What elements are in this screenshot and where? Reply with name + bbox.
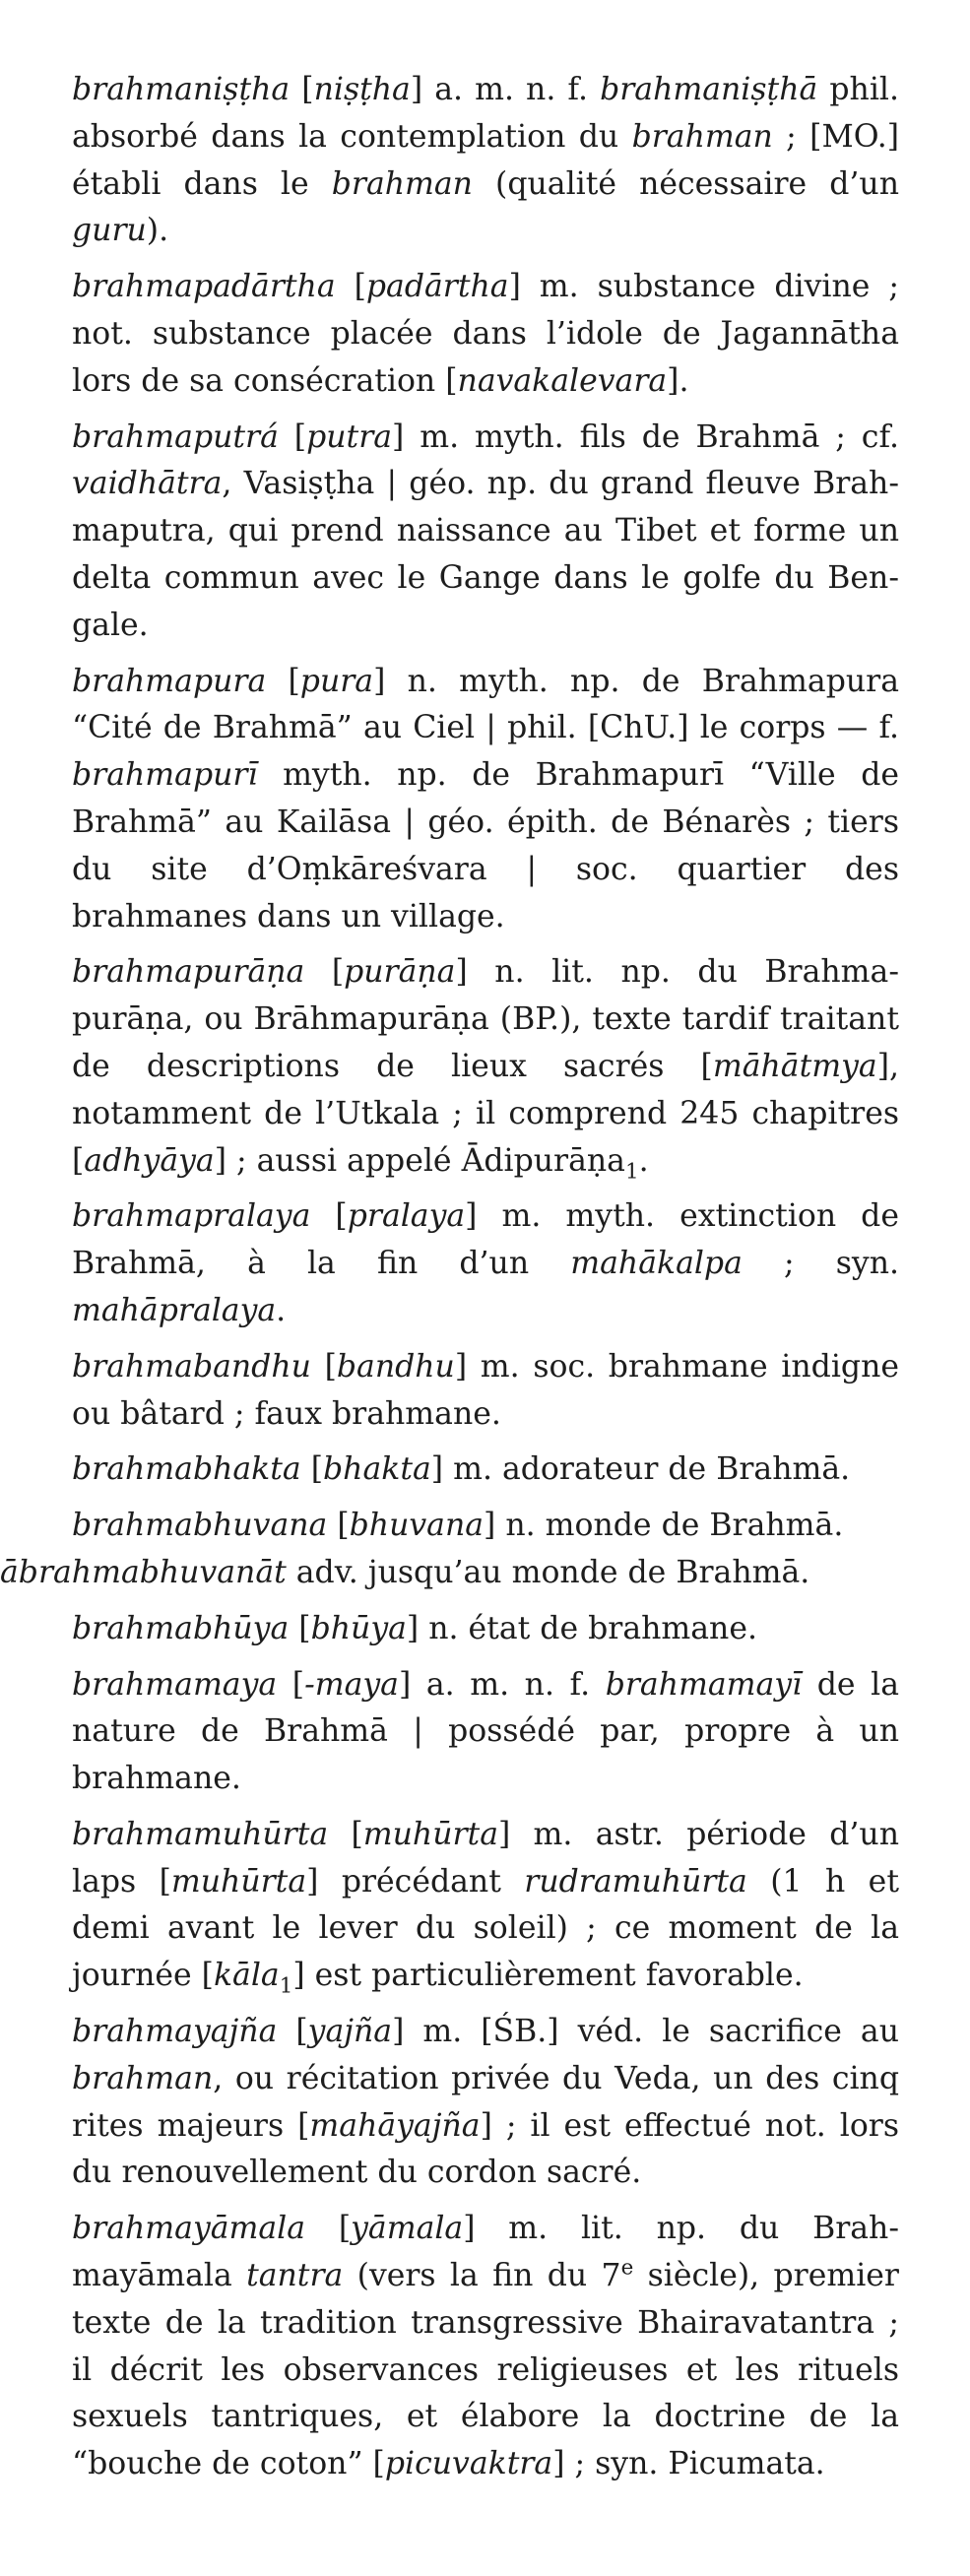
entry-text: brahmamuhūrta [muhūrta] m. astr. période d’un laps [muhūrta] précédant rudramuhūrta (1 h et demi avant le lever du soleil) ; ce moment de la journée [kāla$_1$] est particulièrement favorable. [72, 1816, 899, 1999]
entry-text: brahmaputrá [putra] m. myth. fils de Brahmā ; cf. vaidhātra, Vasiṣṭha | géo. np. du grand fleuve Brahmaputra, qui prend naissance au Tibet et forme un delta commun avec le Gange dans le golfe du Bengale. [72, 419, 899, 643]
entry [72, 949, 899, 1185]
entry [72, 1447, 899, 1494]
headword: brahmabhakta [72, 1451, 301, 1488]
headword: brahmamaya [72, 1666, 278, 1703]
entry [72, 2206, 899, 2488]
entry-text: brahmayajña [yajña] m. [ŚB.] véd. le sacrifice au brahman, ou récitation privée du Veda, un des cinq rites majeurs [mahāyajña] ; il est effectué not. lors du renouvellement du cordon sacré. [72, 2014, 900, 2191]
entry [72, 1812, 899, 2000]
entry [72, 2009, 899, 2197]
headword: brahmaniṣṭha [72, 72, 291, 107]
dictionary-page [0, 67, 900, 2497]
entry [72, 1344, 899, 1439]
headword: brahmapurāṇa [72, 954, 305, 991]
entry [72, 659, 899, 941]
headword: brahmamuhūrta [72, 1816, 329, 1852]
entry-subentry: ābrahmabhuvanāt adv. jusqu’au monde de Brahmā. [0, 1554, 810, 1590]
entry-text: brahmayāmala [yāmala] m. lit. np. du Brahmayāmala tantra (vers la fin du 7e siècle), premier texte de la tradition transgressive Bhairavatantra ; il décrit les observances religieuses et les rituels sexuels tantriques, et élabore la doctrine de la “bouche de coton” [picuvaktra] ; syn. Picumata. [72, 2211, 900, 2482]
entry-text: brahmabhūya [bhūya] n. état de brahmane. [72, 1610, 757, 1646]
headword: brahmabandhu [72, 1348, 311, 1385]
headword: brahmapralaya [72, 1198, 311, 1235]
entry [72, 1193, 899, 1334]
entry [72, 415, 899, 650]
entry [72, 1662, 899, 1803]
entry-text: brahmapura [pura] n. myth. np. de Brahmapura “Cité de Brahmā” au Ciel | phil. [ChU.] le corps — f. brahmapurī myth. np. de Brahmapurī “Ville de Brahmā” au Kailāsa | géo. épith. de Bénarès ; tiers du site d’Oṃkāreśvara | soc. quartier des brahmanes dans un village. [72, 663, 899, 934]
entry-text: brahmamaya [-maya] a. m. n. f. brahmamayī de la nature de Brahmā | possédé par, propre à un brahmane. [72, 1666, 899, 1797]
entry-text: brahmapralaya [pralaya] m. myth. extinction de Brahmā, à la fin d’un mahākalpa ; syn. mahāpralaya. [72, 1198, 900, 1328]
entry [72, 264, 899, 405]
entry-text: brahmapadārtha [padārtha] m. substance divine ; not. substance placée dans l’idole de Jagannātha lors de sa consécration [navakalevara]. [72, 269, 899, 399]
entry [72, 67, 899, 255]
headword: brahmayāmala [72, 2211, 306, 2247]
headword: brahmapadārtha [72, 269, 336, 305]
entry-text: brahmabhuvana [bhuvana] n. monde de Brahmā. [72, 1508, 844, 1544]
entry [72, 1606, 899, 1653]
headword: brahmabhuvana [72, 1508, 328, 1544]
entry-text: brahmabandhu [bandhu] m. soc. brahmane indigne ou bâtard ; faux brahmane. [72, 1348, 899, 1432]
entry-text: brahmaniṣṭha [niṣṭha] a. m. n. f. brahmaniṣṭhā phil. absorbé dans la contemplation du brahman ; [MO.] établi dans le brahman (qualité nécessaire d’un guru). [72, 72, 900, 249]
headword: brahmayajña [72, 2014, 278, 2050]
subentry-word: ābrahmabhuvanāt [0, 1554, 287, 1590]
entry-text: brahmapurāṇa [purāṇa] n. lit. np. du Brahmapurāṇa, ou Brāhmapurāṇa (BP.), texte tardif traitant de descriptions de lieux sacrés [māhātmya], notamment de l’Utkala ; il comprend 245 chapitres [adhyāya] ; aussi appelé Ādipurāṇa$_1$. [72, 954, 899, 1184]
entry-text: brahmabhakta [bhakta] m. adorateur de Brahmā. [72, 1451, 851, 1488]
entry [0, 1503, 899, 1597]
headword: brahmaputrá [72, 419, 279, 455]
headword: brahmapura [72, 663, 267, 699]
headword: brahmabhūya [72, 1610, 290, 1646]
